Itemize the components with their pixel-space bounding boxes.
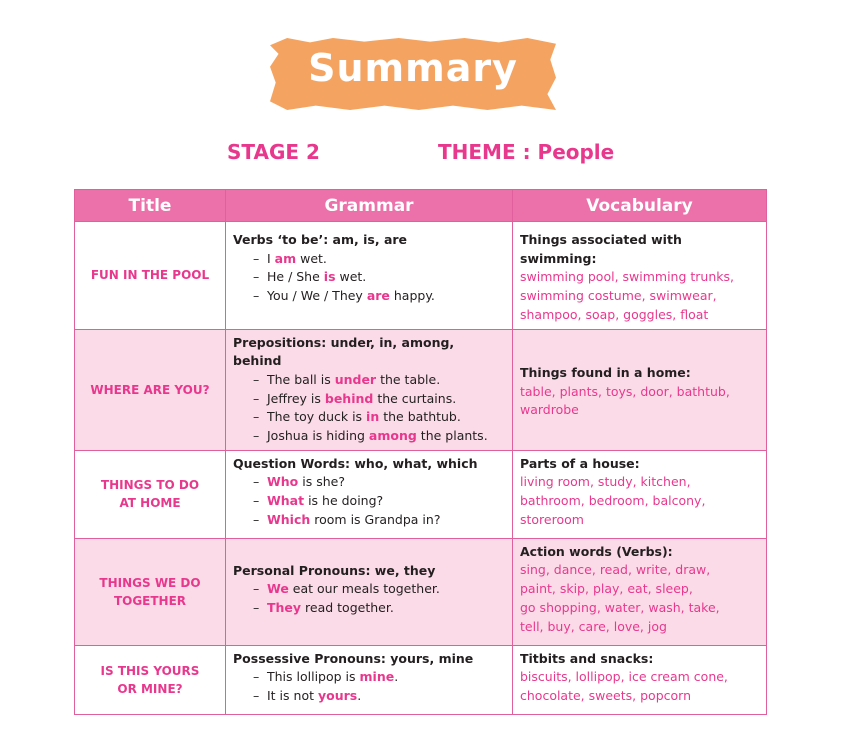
vocabulary-heading: Action words (Verbs): bbox=[520, 543, 673, 559]
example-line: – Which room is Grandpa in? bbox=[253, 511, 441, 527]
vocabulary-words: shampoo, soap, goggles, float bbox=[520, 306, 709, 322]
example-line: – The ball is under the table. bbox=[253, 371, 441, 387]
grammar-cell bbox=[226, 538, 513, 645]
row-title bbox=[75, 450, 226, 538]
example-line: – Jeffrey is behind the curtains. bbox=[253, 390, 457, 406]
vocabulary-words: swimming costume, swimwear, bbox=[520, 288, 717, 304]
vocabulary-heading: Parts of a house: bbox=[520, 455, 640, 471]
vocabulary-words: wardrobe bbox=[520, 402, 579, 418]
vocabulary-heading: Titbits and snacks: bbox=[520, 650, 654, 666]
example-line: – It is not yours. bbox=[253, 688, 362, 704]
table-row bbox=[75, 450, 767, 538]
row-title bbox=[75, 222, 226, 330]
grammar-cell bbox=[226, 645, 513, 714]
row-title-line: THINGS TO DO bbox=[100, 478, 200, 493]
example-line: – The toy duck is in the bathtub. bbox=[253, 409, 461, 425]
page-title: Summary bbox=[308, 46, 518, 90]
example-line: – He / She is wet. bbox=[253, 269, 367, 285]
vocabulary-heading: Things associated with swimming: bbox=[520, 232, 682, 266]
row-title-line: AT HOME bbox=[119, 496, 181, 511]
row-title-line: IS THIS YOURS bbox=[100, 663, 200, 678]
row-title-line: TOGETHER bbox=[113, 593, 187, 608]
table-row bbox=[75, 329, 767, 450]
grammar-cell bbox=[226, 222, 513, 330]
vocabulary-words: chocolate, sweets, popcorn bbox=[520, 688, 691, 704]
theme-label: THEME : People bbox=[438, 140, 615, 164]
grammar-heading: Possessive Pronouns: yours, mine bbox=[233, 650, 474, 666]
vocabulary-words: living room, study, kitchen, bbox=[520, 474, 691, 490]
example-line: – Joshua is hiding among the plants. bbox=[253, 428, 488, 444]
row-title bbox=[75, 329, 226, 450]
table-row bbox=[75, 222, 767, 330]
vocabulary-cell bbox=[513, 329, 767, 450]
example-line: – You / We / They are happy. bbox=[253, 288, 435, 304]
row-title-line: WHERE ARE YOU? bbox=[90, 382, 210, 397]
grammar-cell bbox=[226, 450, 513, 538]
vocabulary-words: storeroom bbox=[520, 511, 584, 527]
stage-label: STAGE 2 bbox=[227, 140, 320, 164]
column-header-title: Title bbox=[75, 190, 226, 222]
row-title-line: THINGS WE DO bbox=[99, 575, 201, 590]
column-header-grammar: Grammar bbox=[226, 190, 513, 222]
table-row bbox=[75, 538, 767, 645]
row-title bbox=[75, 538, 226, 645]
vocabulary-words: swimming pool, swimming trunks, bbox=[520, 269, 734, 285]
row-title-line: OR MINE? bbox=[117, 681, 183, 696]
example-line: – This lollipop is mine. bbox=[253, 669, 399, 685]
column-header-vocabulary: Vocabulary bbox=[513, 190, 767, 222]
vocabulary-heading: Things found in a home: bbox=[520, 365, 691, 381]
vocabulary-words: bathroom, bedroom, balcony, bbox=[520, 493, 706, 509]
row-title-line: FUN IN THE POOL bbox=[90, 268, 210, 283]
grammar-heading: Question Words: who, what, which bbox=[233, 455, 478, 471]
example-line: – What is he doing? bbox=[253, 493, 384, 509]
vocabulary-words: paint, skip, play, eat, sleep, bbox=[520, 581, 693, 597]
vocabulary-words: table, plants, toys, door, bathtub, bbox=[520, 383, 730, 399]
example-line: – They read together. bbox=[253, 600, 394, 616]
vocabulary-words: go shopping, water, wash, take, bbox=[520, 599, 720, 615]
table-row bbox=[75, 645, 767, 714]
row-title bbox=[75, 645, 226, 714]
grammar-heading: Personal Pronouns: we, they bbox=[233, 562, 436, 578]
vocabulary-cell bbox=[513, 538, 767, 645]
grammar-cell bbox=[226, 329, 513, 450]
grammar-heading: Prepositions: under, in, among, behind bbox=[233, 334, 455, 369]
grammar-heading: Verbs ‘to be’: am, is, are bbox=[233, 232, 408, 247]
example-line: – We eat our meals together. bbox=[253, 581, 440, 597]
vocabulary-cell bbox=[513, 450, 767, 538]
table-header-row bbox=[75, 190, 767, 222]
vocabulary-words: tell, buy, care, love, jog bbox=[520, 618, 667, 634]
example-line: – Who is she? bbox=[253, 474, 345, 490]
summary-table bbox=[74, 189, 767, 715]
vocabulary-words: sing, dance, read, write, draw, bbox=[520, 562, 711, 578]
vocabulary-cell bbox=[513, 222, 767, 330]
vocabulary-words: biscuits, lollipop, ice cream cone, bbox=[520, 669, 728, 685]
example-line: – I am wet. bbox=[253, 250, 327, 266]
vocabulary-cell bbox=[513, 645, 767, 714]
